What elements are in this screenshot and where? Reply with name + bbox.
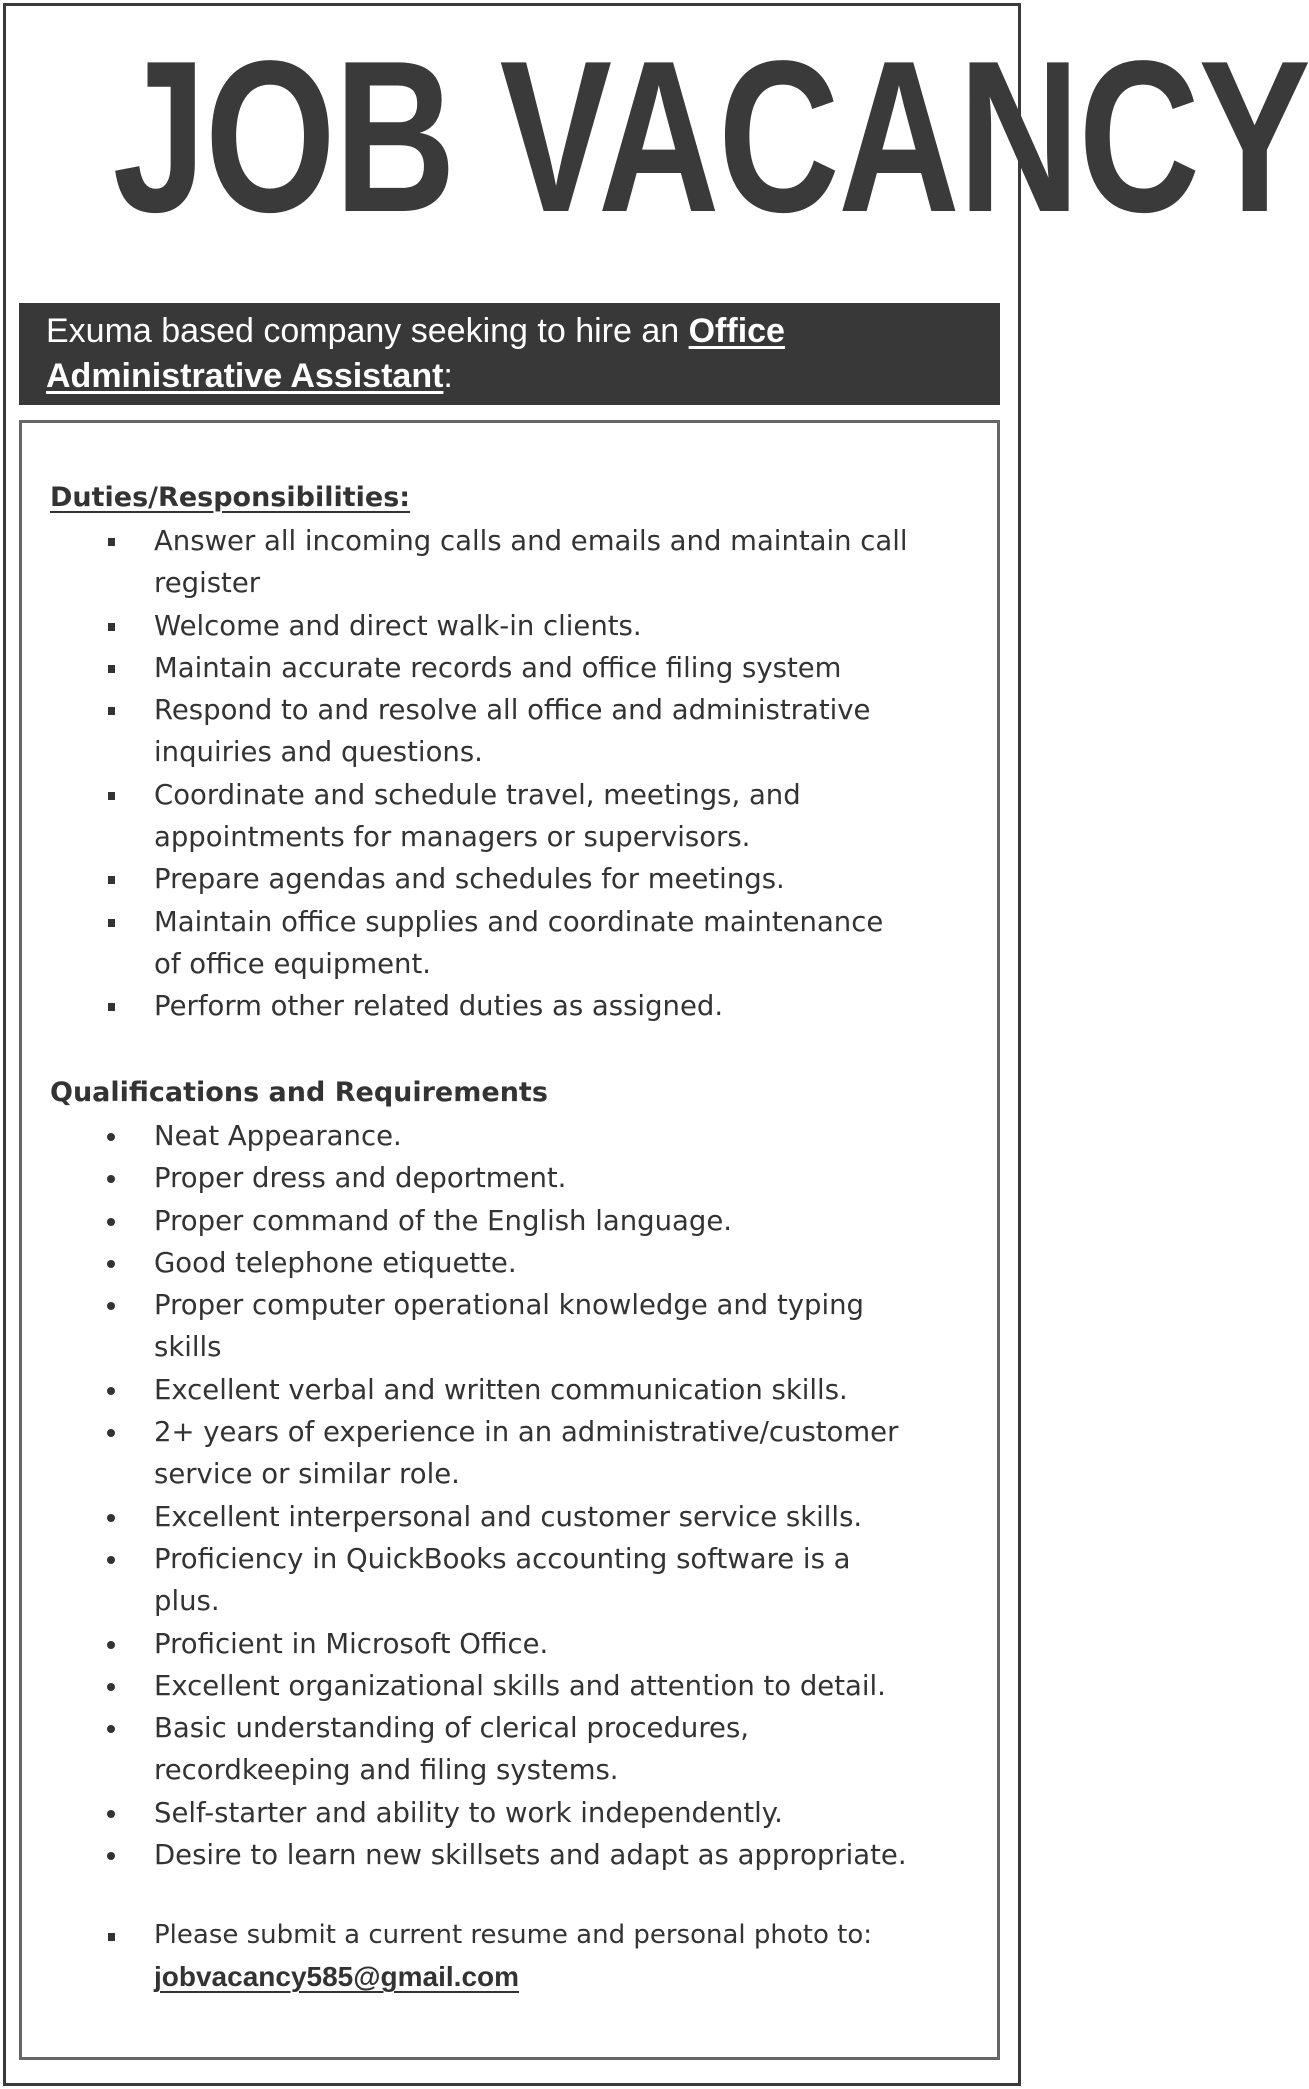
list-item — [0, 1792, 914, 1834]
list-item — [0, 1242, 914, 1284]
list-item — [0, 858, 914, 900]
banner-suffix: : — [443, 357, 453, 395]
square-bullet-icon — [105, 689, 125, 731]
round-bullet-icon — [105, 1792, 125, 1834]
round-bullet-icon — [105, 1157, 125, 1199]
list-item-text: Basic understanding of clerical procedures, recordkeeping and filing systems. — [154, 1712, 750, 1787]
round-bullet-icon — [105, 1707, 125, 1749]
submit-instruction: Please submit a current resume and personal photo to: — [154, 1920, 872, 1950]
square-bullet-icon — [105, 774, 125, 816]
list-item-text: Neat Appearance. — [154, 1120, 402, 1152]
list-item — [0, 1284, 914, 1369]
qualifications-heading: Qualifications and Requirements — [50, 1077, 548, 1108]
list-item — [0, 1665, 914, 1707]
duties-list — [0, 520, 1000, 1028]
square-bullet-icon — [105, 520, 125, 562]
list-item — [0, 901, 914, 986]
list-item-text: Excellent verbal and written communication skills. — [154, 1373, 848, 1406]
list-item-text: Welcome and direct walk-in clients. — [154, 609, 642, 642]
square-bullet-icon — [105, 647, 125, 689]
round-bullet-icon — [105, 1623, 125, 1665]
square-bullet-icon — [105, 985, 125, 1027]
round-bullet-icon — [105, 1242, 125, 1284]
list-item-text: Perform other related duties as assigned. — [154, 990, 724, 1023]
list-item-text: Proper command of the English language. — [154, 1204, 732, 1237]
square-bullet-icon — [105, 901, 125, 943]
square-bullet-icon — [105, 858, 125, 900]
round-bullet-icon — [105, 1834, 125, 1876]
list-item — [0, 1411, 914, 1496]
list-item — [0, 1834, 914, 1876]
round-bullet-icon — [105, 1496, 125, 1538]
list-item-text: Maintain accurate records and office filing system — [154, 651, 842, 684]
qualifications-list — [0, 1115, 1000, 1876]
list-item-text: Respond to and resolve all office and administrative inquiries and questions. — [154, 694, 871, 769]
list-item — [0, 1369, 914, 1411]
list-item-text: Prepare agendas and schedules for meetings. — [154, 863, 785, 896]
round-bullet-icon — [105, 1411, 125, 1453]
list-item-text: Excellent interpersonal and customer service skills. — [154, 1500, 863, 1533]
list-item — [0, 647, 914, 689]
round-bullet-icon — [105, 1369, 125, 1411]
list-item — [0, 689, 914, 774]
square-bullet-icon — [105, 605, 125, 647]
list-item — [0, 774, 914, 859]
page-title: JOB VACANCY — [112, 15, 1309, 257]
email-link[interactable]: jobvacancy585@gmail.com — [154, 1961, 520, 1992]
list-item — [0, 985, 914, 1027]
list-item — [0, 1707, 914, 1792]
list-item-text: Good telephone etiquette. — [154, 1246, 517, 1279]
square-bullet-icon — [105, 1915, 125, 1955]
list-item-text: 2+ years of experience in an administrative/customer service or similar role. — [154, 1416, 899, 1491]
round-bullet-icon — [105, 1200, 125, 1242]
list-item-text: Self-starter and ability to work independently. — [154, 1796, 783, 1829]
list-item-text: Proper computer operational knowledge and typing skills — [154, 1289, 865, 1364]
round-bullet-icon — [105, 1665, 125, 1707]
list-item-text: Coordinate and schedule travel, meetings, and appointments for managers or supervisors. — [154, 778, 801, 854]
list-item — [0, 605, 914, 647]
list-item-text: Proficiency in QuickBooks accounting software is a plus. — [154, 1542, 851, 1618]
list-item — [0, 1496, 914, 1538]
list-item-text: Answer all incoming calls and emails and maintain call register — [154, 525, 908, 600]
duties-heading: Duties/Responsibilities: — [50, 482, 411, 513]
round-bullet-icon — [105, 1538, 125, 1580]
round-bullet-icon — [105, 1284, 125, 1326]
banner-intro: Exuma based company seeking to hire an — [46, 312, 689, 350]
round-bullet-icon — [105, 1115, 125, 1157]
list-item — [0, 520, 914, 605]
banner — [19, 303, 1000, 405]
list-item — [0, 1115, 914, 1157]
list-item-text: Desire to learn new skillsets and adapt as appropriate. — [154, 1839, 907, 1872]
list-item — [0, 1157, 914, 1199]
position-title: Office Administrative Assistant — [46, 312, 785, 395]
list-item — [0, 1623, 914, 1665]
list-item-text: Proper dress and deportment. — [154, 1162, 567, 1195]
list-item-text: Maintain office supplies and coordinate maintenance of office equipment. — [154, 905, 884, 980]
list-item-text: Excellent organizational skills and attention to detail. — [154, 1669, 886, 1702]
list-item — [0, 1200, 914, 1242]
list-item — [0, 1538, 914, 1623]
list-item-text: Proficient in Microsoft Office. — [154, 1627, 549, 1660]
